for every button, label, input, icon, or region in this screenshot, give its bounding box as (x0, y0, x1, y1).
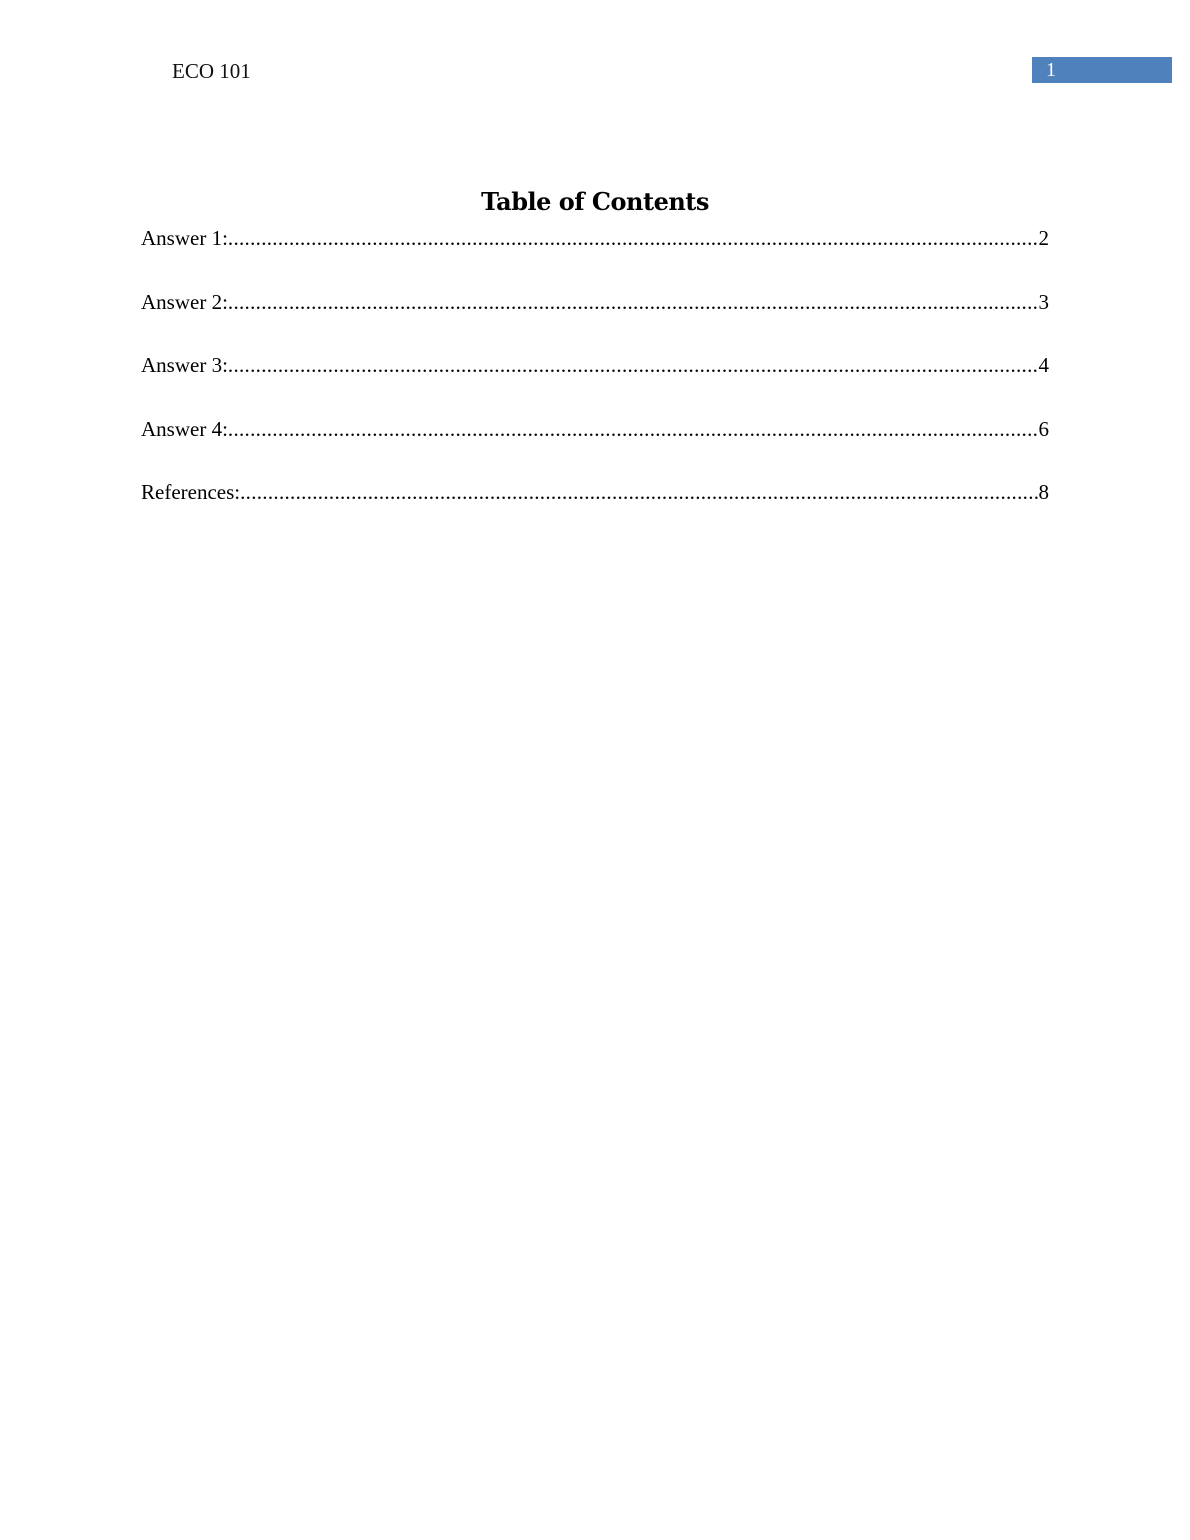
toc-entry-label: Answer 4: (141, 416, 228, 441)
toc-entry-label: Answer 1: (141, 226, 228, 250)
toc-entry-label: Answer 3: (141, 353, 228, 377)
toc-entry-label: References: (141, 480, 241, 504)
toc-entry-references[interactable] (141, 478, 1049, 542)
toc-entry-page: 8 (1038, 480, 1049, 504)
toc-entry-label: Answer 2: (141, 289, 228, 314)
toc-entry-page: 6 (1038, 416, 1049, 441)
page-number-badge: 1 (1032, 57, 1172, 83)
toc-heading: Table of Contents (481, 187, 709, 216)
header-course-title: ECO 101 (172, 59, 251, 83)
toc-entry-page: 4 (1038, 353, 1049, 377)
toc-entry-answer-4[interactable] (141, 415, 1049, 479)
toc-entry-page: 3 (1038, 289, 1049, 314)
dot-leader (228, 224, 1039, 252)
dot-leader (228, 415, 1039, 443)
toc-entry-answer-1[interactable] (141, 224, 1049, 288)
toc-entry-page: 2 (1038, 226, 1049, 250)
table-of-contents (141, 224, 1049, 542)
dot-leader (228, 288, 1039, 316)
toc-entry-answer-2[interactable] (141, 288, 1049, 352)
toc-entry-answer-3[interactable] (141, 351, 1049, 415)
dot-leader (228, 351, 1039, 379)
dot-leader (240, 478, 1038, 506)
